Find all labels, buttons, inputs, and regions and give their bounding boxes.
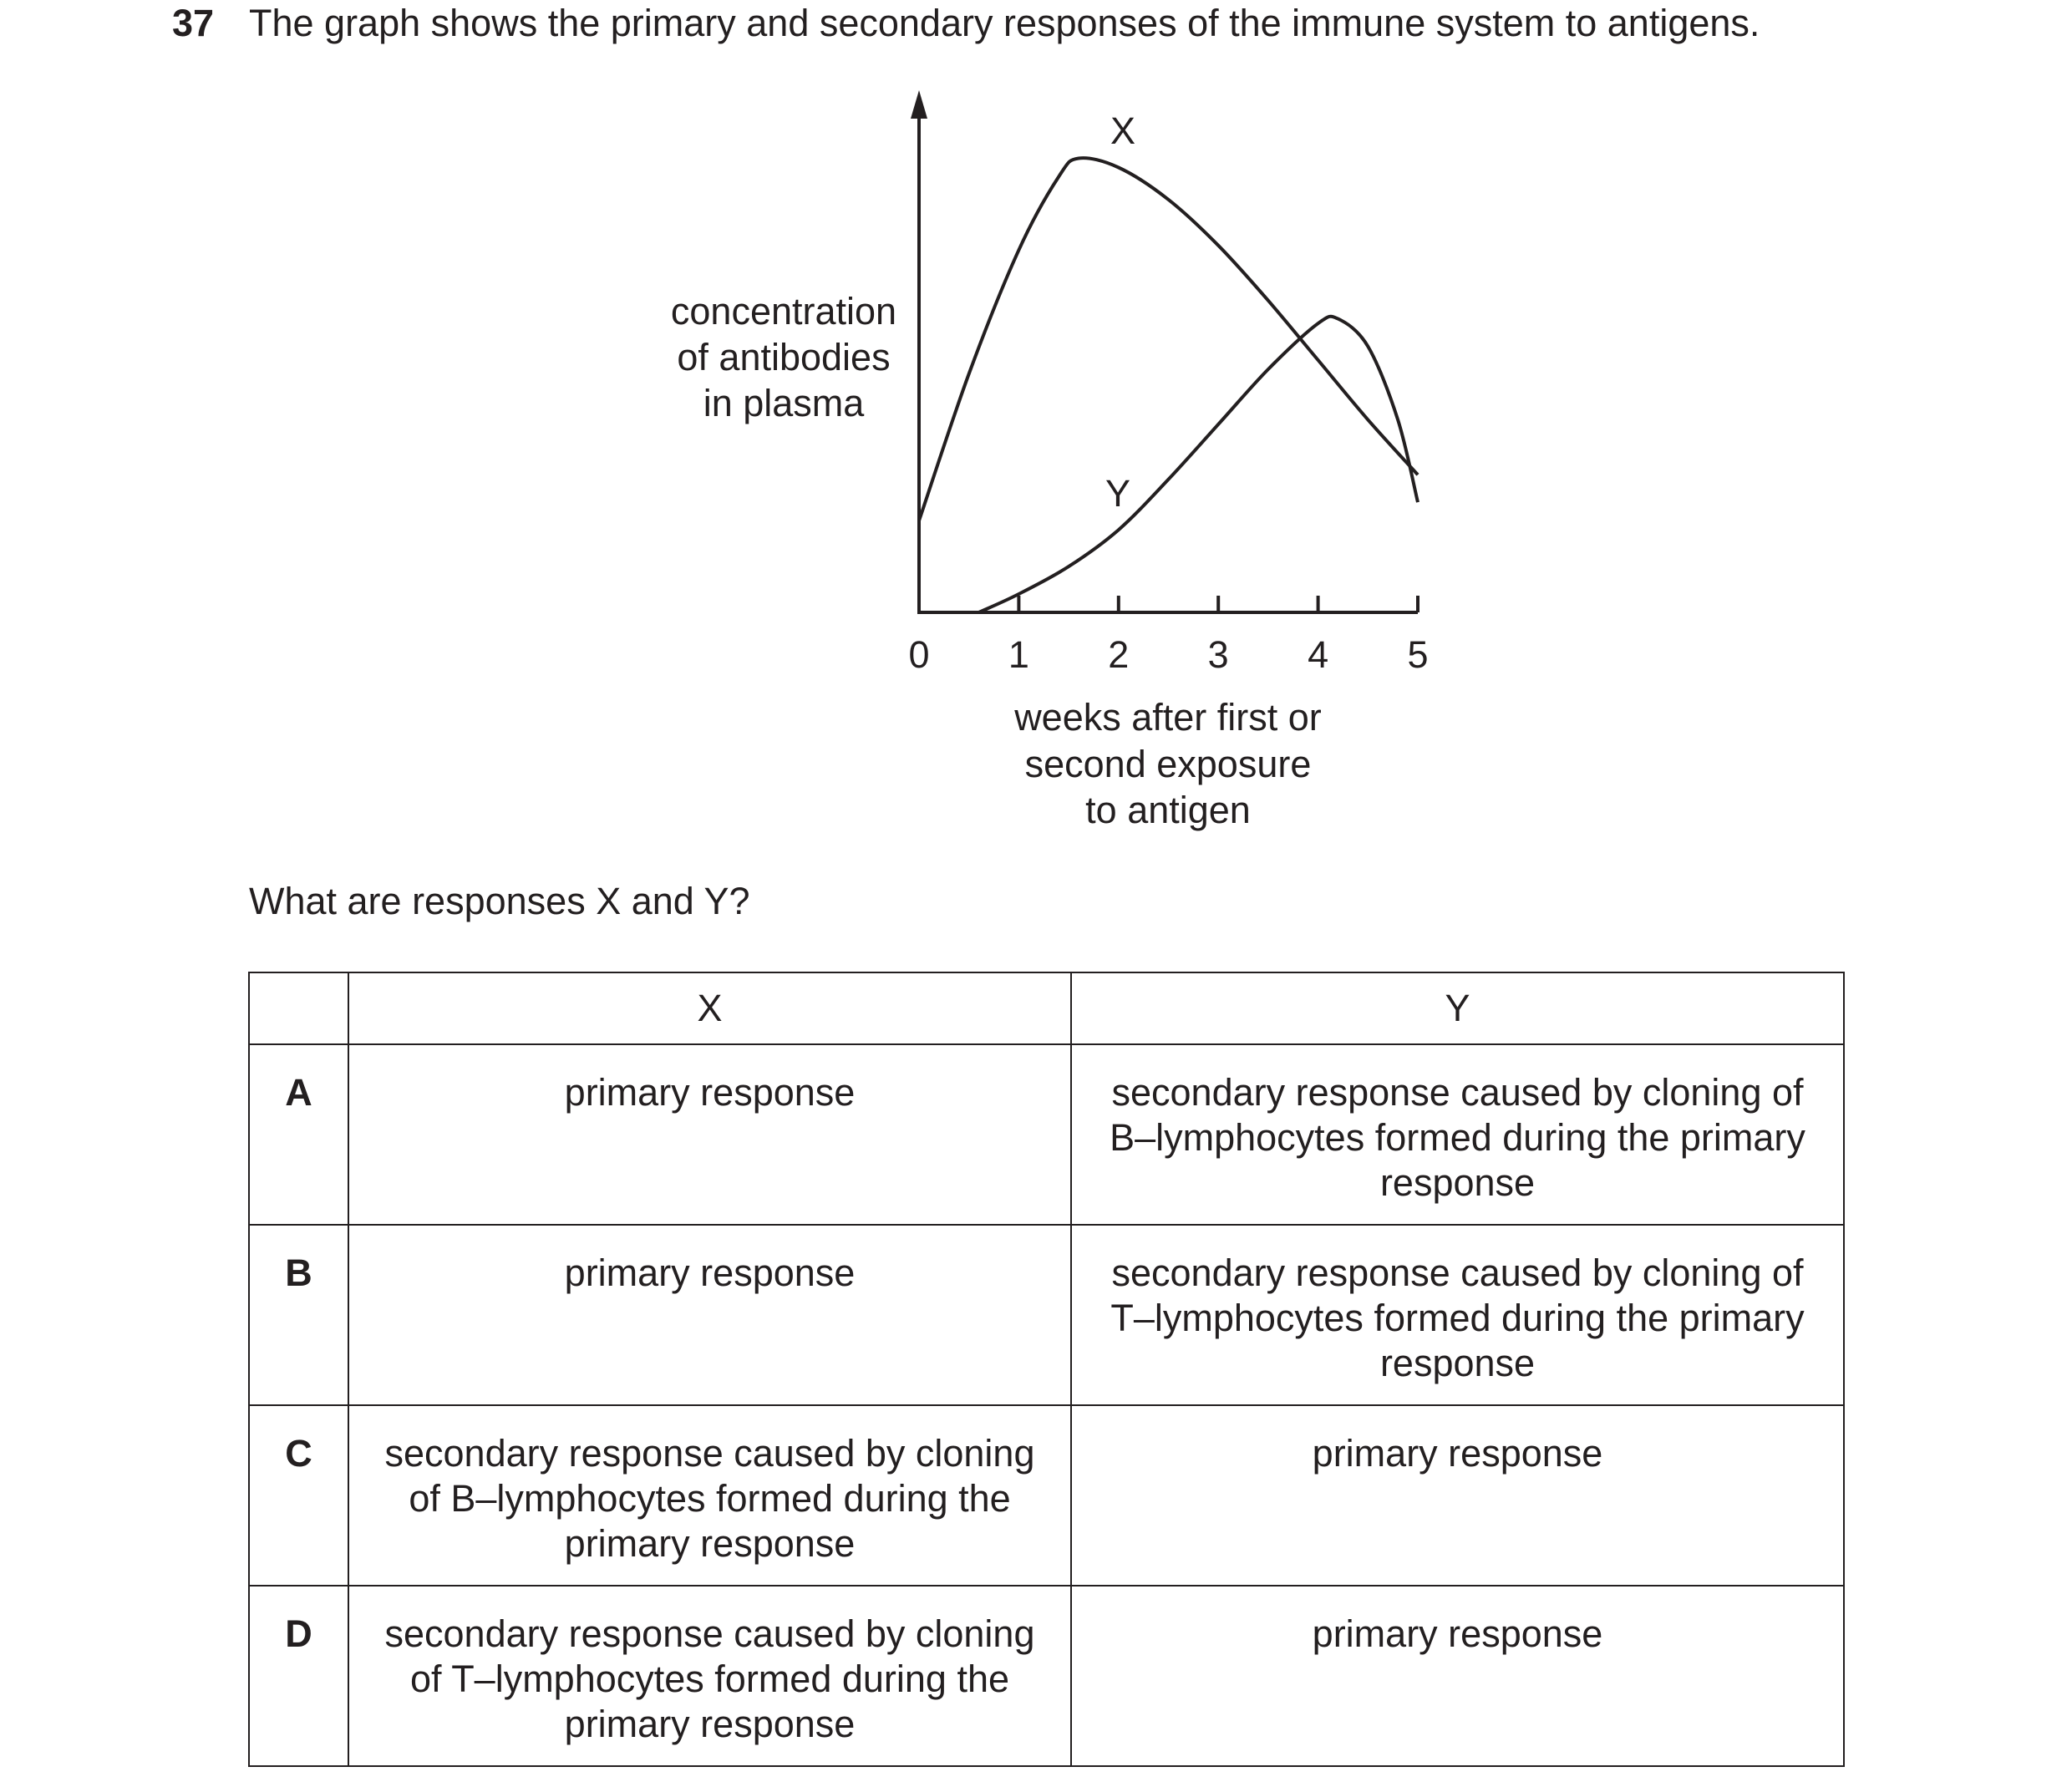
text-line: secondary response caused by cloning (384, 1612, 1035, 1655)
option-y-cell (1071, 1044, 1844, 1225)
answer-options-table (248, 972, 1845, 1767)
x-tick-label: 2 (1108, 633, 1130, 676)
option-x-cell (348, 1225, 1071, 1405)
option-row-a[interactable] (249, 1044, 1844, 1225)
text-line: primary response (564, 1703, 856, 1745)
option-letter (249, 1044, 348, 1225)
header-x-cell: X (348, 972, 1071, 1044)
option-x-text: primary response (564, 1071, 856, 1114)
option-y-text (1072, 1226, 1843, 1386)
option-row-d[interactable] (249, 1586, 1844, 1766)
text-line: response (1379, 1342, 1536, 1384)
option-x-cell (348, 1405, 1071, 1586)
text-line: secondary response caused by cloning of (1111, 1071, 1804, 1114)
x-tick-label: 5 (1407, 633, 1429, 676)
antibody-response-graph (0, 0, 2072, 869)
option-x-text: primary response (564, 1251, 856, 1294)
option-y-cell (1071, 1225, 1844, 1405)
curve-x-label: X (1110, 109, 1136, 152)
text-line: B–lymphocytes formed during the primary (1110, 1116, 1805, 1159)
x-axis-label-line-3: to antigen (1085, 789, 1251, 831)
option-y-text: primary response (1312, 1612, 1603, 1655)
option-x-text (349, 1406, 1070, 1566)
curve-x-line (919, 158, 1418, 520)
option-x-cell (348, 1044, 1071, 1225)
option-letter-text: C (285, 1432, 312, 1475)
text-line: secondary response caused by cloning of (1111, 1251, 1804, 1294)
option-y-cell (1071, 1586, 1844, 1766)
header-y-cell: Y (1071, 972, 1844, 1044)
curve-y-label: Y (1105, 472, 1131, 515)
option-letter-text: A (285, 1071, 312, 1114)
y-axis-label-line-3: in plasma (703, 382, 865, 424)
y-axis-label-line-1: concentration (670, 290, 897, 333)
text-line: primary response (564, 1522, 856, 1565)
option-y-text (1072, 1045, 1843, 1206)
option-letter (249, 1586, 348, 1766)
question-prompt: What are responses X and Y? (249, 880, 750, 922)
text-line: of B–lymphocytes formed during the (409, 1477, 1011, 1520)
x-tick-label: 1 (1008, 633, 1029, 676)
option-y-text: primary response (1312, 1432, 1603, 1475)
option-row-c[interactable] (249, 1405, 1844, 1586)
text-line: of T–lymphocytes formed during the (409, 1658, 1010, 1700)
x-axis-label-line-1: weeks after first or (1014, 696, 1322, 739)
text-line: secondary response caused by cloning (384, 1432, 1035, 1475)
x-axis-label-line-2: second exposure (1024, 743, 1312, 785)
x-tick-label: 4 (1308, 633, 1329, 676)
option-x-cell (348, 1586, 1071, 1766)
text-line: T–lymphocytes formed during the primary (1110, 1297, 1805, 1339)
y-axis-label-line-2: of antibodies (677, 336, 891, 378)
table-header-row (249, 972, 1844, 1044)
question-text: The graph shows the primary and secondary responses of the immune system to antigens. (249, 2, 1760, 44)
option-letter-text: B (285, 1251, 312, 1294)
question-number: 37 (172, 2, 215, 44)
text-line: response (1379, 1161, 1536, 1204)
x-tick-label: 3 (1207, 633, 1229, 676)
y-axis-arrow-icon (911, 90, 927, 119)
header-letter-cell (249, 972, 348, 1044)
option-letter-text: D (285, 1612, 312, 1655)
option-letter (249, 1405, 348, 1586)
option-y-cell (1071, 1405, 1844, 1586)
option-x-text (349, 1587, 1070, 1747)
option-row-b[interactable] (249, 1225, 1844, 1405)
option-letter (249, 1225, 348, 1405)
curve-y-line (979, 317, 1418, 612)
x-tick-label: 0 (908, 633, 930, 676)
